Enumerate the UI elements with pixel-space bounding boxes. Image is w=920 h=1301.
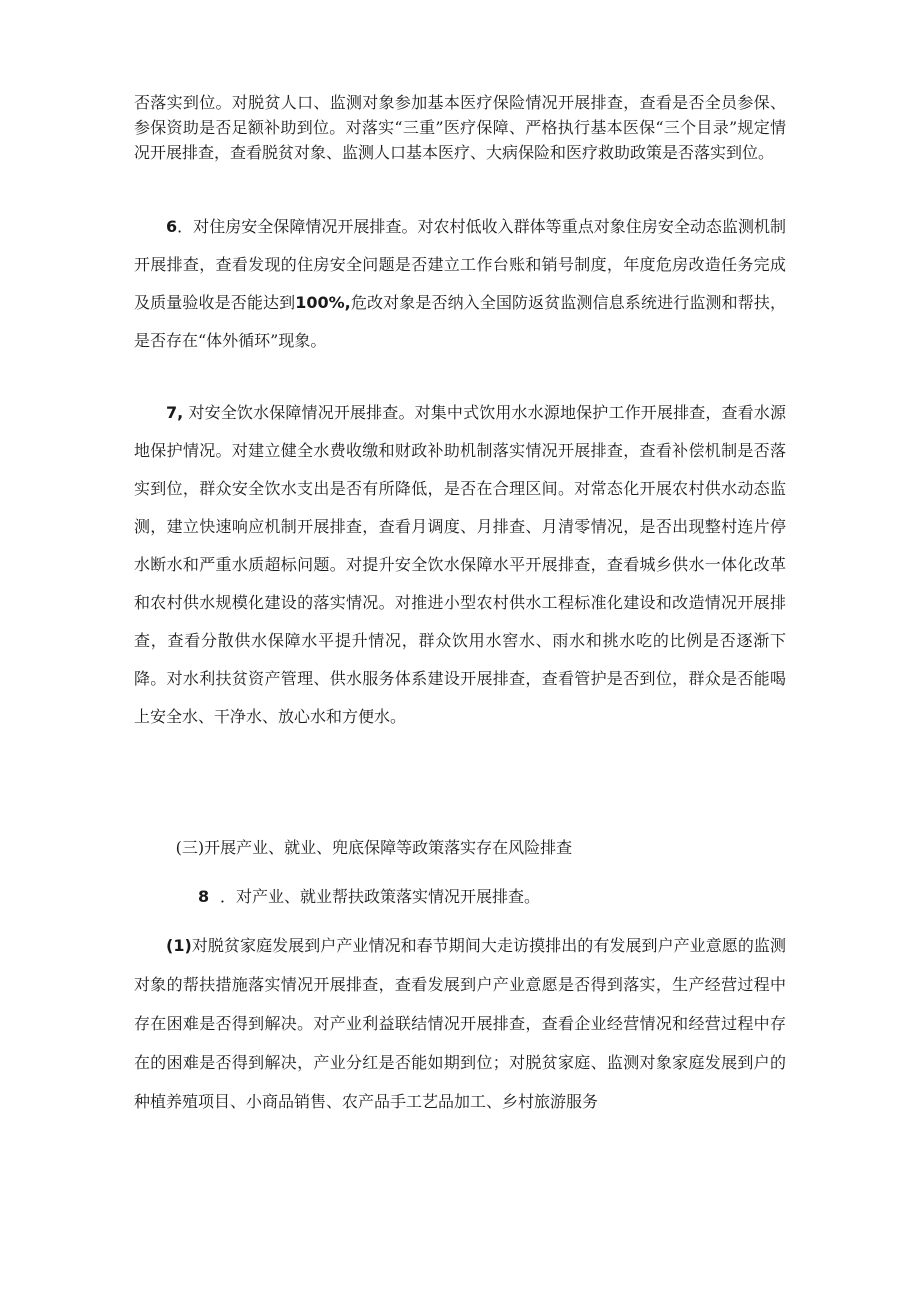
- sub-1-text: 对脱贫家庭发展到户产业情况和春节期间大走访摸排出的有发展到户产业意愿的监测对象的帮扶措施落实情况开展排查，查看发展到户产业意愿是否得到落实，生产经营过程中存在困难是否得到解决。对产业利益联结情况开展排查，查看企业经营情况和经营过程中存在的困难是否得到解决，产业分红是否能如期到位；对脱贫家庭、监测对象家庭发展到户的种植养殖项目、小商品销售、农产品手工艺品加工、乡村旅游服务: [134, 936, 786, 1111]
- paragraph-sub-1: [134, 926, 786, 1121]
- item-8-number: 8: [198, 887, 210, 906]
- sub-1-number: (1): [166, 936, 192, 955]
- paragraph-item-8: [134, 882, 786, 912]
- paragraph-continuation: 否落实到位。对脱贫人口、监测对象参加基本医疗保险情况开展排查，查看是否全员参保、参保资助是否足额补助到位。对落实“三重”医疗保障、严格执行基本医保“三个目录”规定情况开展排查，查看脱贫对象、监测人口基本医疗、大病保险和医疗救助政策是否落实到位。: [134, 93, 786, 162]
- section-3-heading: (三)开展产业、就业、兜底保障等政策落实存在风险排查: [175, 838, 573, 857]
- item-6-number: 6: [166, 217, 178, 236]
- item-8-text: ．对产业、就业帮扶政策落实情况开展排查。: [220, 887, 541, 906]
- item-7-text: 对安全饮水保障情况开展排查。对集中式饮用水水源地保护工作开展排查，查看水源地保护情况。对建立健全水费收缴和财政补助机制落实情况开展排查，查看补偿机制是否落实到位，群众安全饮水支出是否有所降低，是否在合理区间。对常态化开展农村供水动态监测，建立快速响应机制开展排查，查看月调度、月排查、月清零情况，是否出现整村连片停水断水和严重水质超标问题。对提升安全饮水保障水平开展排查，查看城乡供水一体化改革和农村供水规模化建设的落实情况。对推进小型农村供水工程标准化建设和改造情况开展排查，查看分散供水保障水平提升情况，群众饮用水窖水、雨水和挑水吃的比例是否逐渐下降。对水利扶贫资产管理、供水服务体系建设开展排查，查看管护是否到位，群众是否能喝上安全水、干净水、放心水和方便水。: [134, 403, 786, 726]
- item-6-percentage: 100%,: [295, 293, 351, 312]
- item-6-text: ．对住房安全保障情况开展排查。对农村低收入群体等重点对象住房安全动态监测机制开展排查，查看发现的住房安全问题是否建立工作台账和销号制度，年度危房改造任务完成及质量验收是否能达到: [134, 217, 786, 312]
- paragraph-item-7: [134, 394, 786, 736]
- paragraph-item-6: [134, 208, 786, 360]
- item-6-text-after: 危改对象是否纳入全国防返贫监测信息系统进行监测和帮扶，是否存在“体外循环”现象。: [134, 293, 786, 350]
- item-7-number: 7,: [166, 403, 184, 422]
